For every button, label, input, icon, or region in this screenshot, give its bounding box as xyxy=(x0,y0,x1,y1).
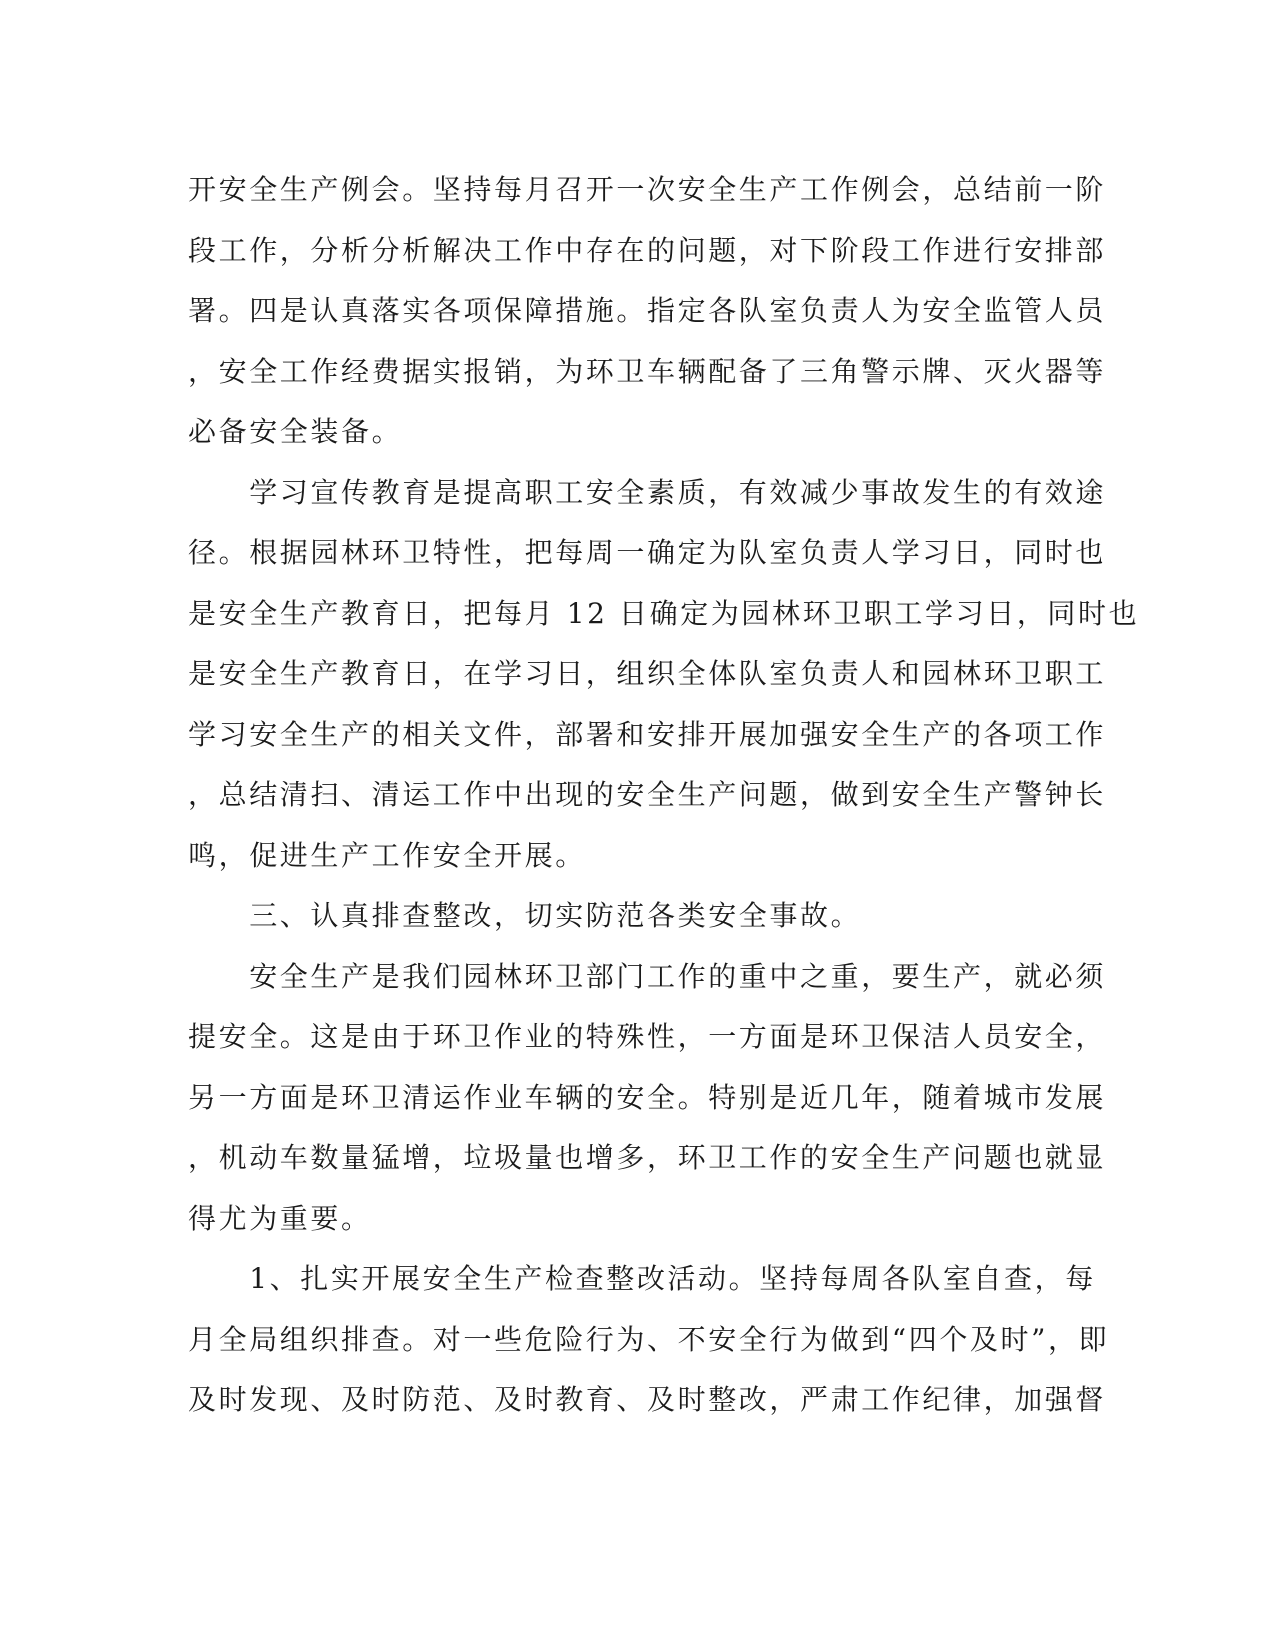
text-line: 径。根据园林环卫特性，把每周一确定为队室负责人学习日，同时也 xyxy=(188,536,1107,569)
document-body xyxy=(188,160,1140,1431)
text-line: 安全生产是我们园林环卫部门工作的重中之重，要生产，就必须 xyxy=(188,959,1107,993)
text-line: 提安全。这是由于环卫作业的特殊性，一方面是环卫保洁人员安全， xyxy=(188,1020,1107,1053)
text-line: 学习安全生产的相关文件，部署和安排开展加强安全生产的各项工作 xyxy=(188,717,1107,751)
text-line: ，安全工作经费据实报销，为环卫车辆配备了三角警示牌、灭火器等 xyxy=(188,354,1107,388)
text-line: ，总结清扫、清运工作中出现的安全生产问题，做到安全生产警钟长 xyxy=(188,778,1107,811)
text-line: ，机动车数量猛增，垃圾量也增多，环卫工作的安全生产问题也就显 xyxy=(188,1141,1107,1174)
text-line: 月全局组织排查。对一些危险行为、不安全行为做到“四个及时”，即 xyxy=(188,1322,1110,1356)
text-line: 得尤为重要。 xyxy=(188,1201,372,1235)
section-heading: 三、认真排查整改，切实防范各类安全事故。 xyxy=(188,899,862,932)
text-line: 是安全生产教育日，在学习日，组织全体队室负责人和园林环卫职工 xyxy=(188,657,1107,690)
text-line: 学习宣传教育是提高职工安全素质，有效减少事故发生的有效途 xyxy=(188,475,1107,509)
text-line: 开安全生产例会。坚持每月召开一次安全生产工作例会，总结前一阶 xyxy=(188,173,1107,206)
text-line: 段工作，分析分析解决工作中存在的问题，对下阶段工作进行安排部 xyxy=(188,233,1107,267)
text-line: 另一方面是环卫清运作业车辆的安全。特别是近几年，随着城市发展 xyxy=(188,1080,1107,1114)
text-line: 是安全生产教育日，把每月 12 日确定为园林环卫职工学习日，同时也 xyxy=(188,596,1140,630)
text-line: 鸣，促进生产工作安全开展。 xyxy=(188,838,586,872)
text-line: 及时发现、及时防范、及时教育、及时整改，严肃工作纪律，加强督 xyxy=(188,1383,1107,1416)
text-line: 1、扎实开展安全生产检查整改活动。坚持每周各队室自查，每 xyxy=(188,1262,1096,1295)
text-line: 必备安全装备。 xyxy=(188,415,403,448)
text-line: 署。四是认真落实各项保障措施。指定各队室负责人为安全监管人员 xyxy=(188,294,1107,327)
